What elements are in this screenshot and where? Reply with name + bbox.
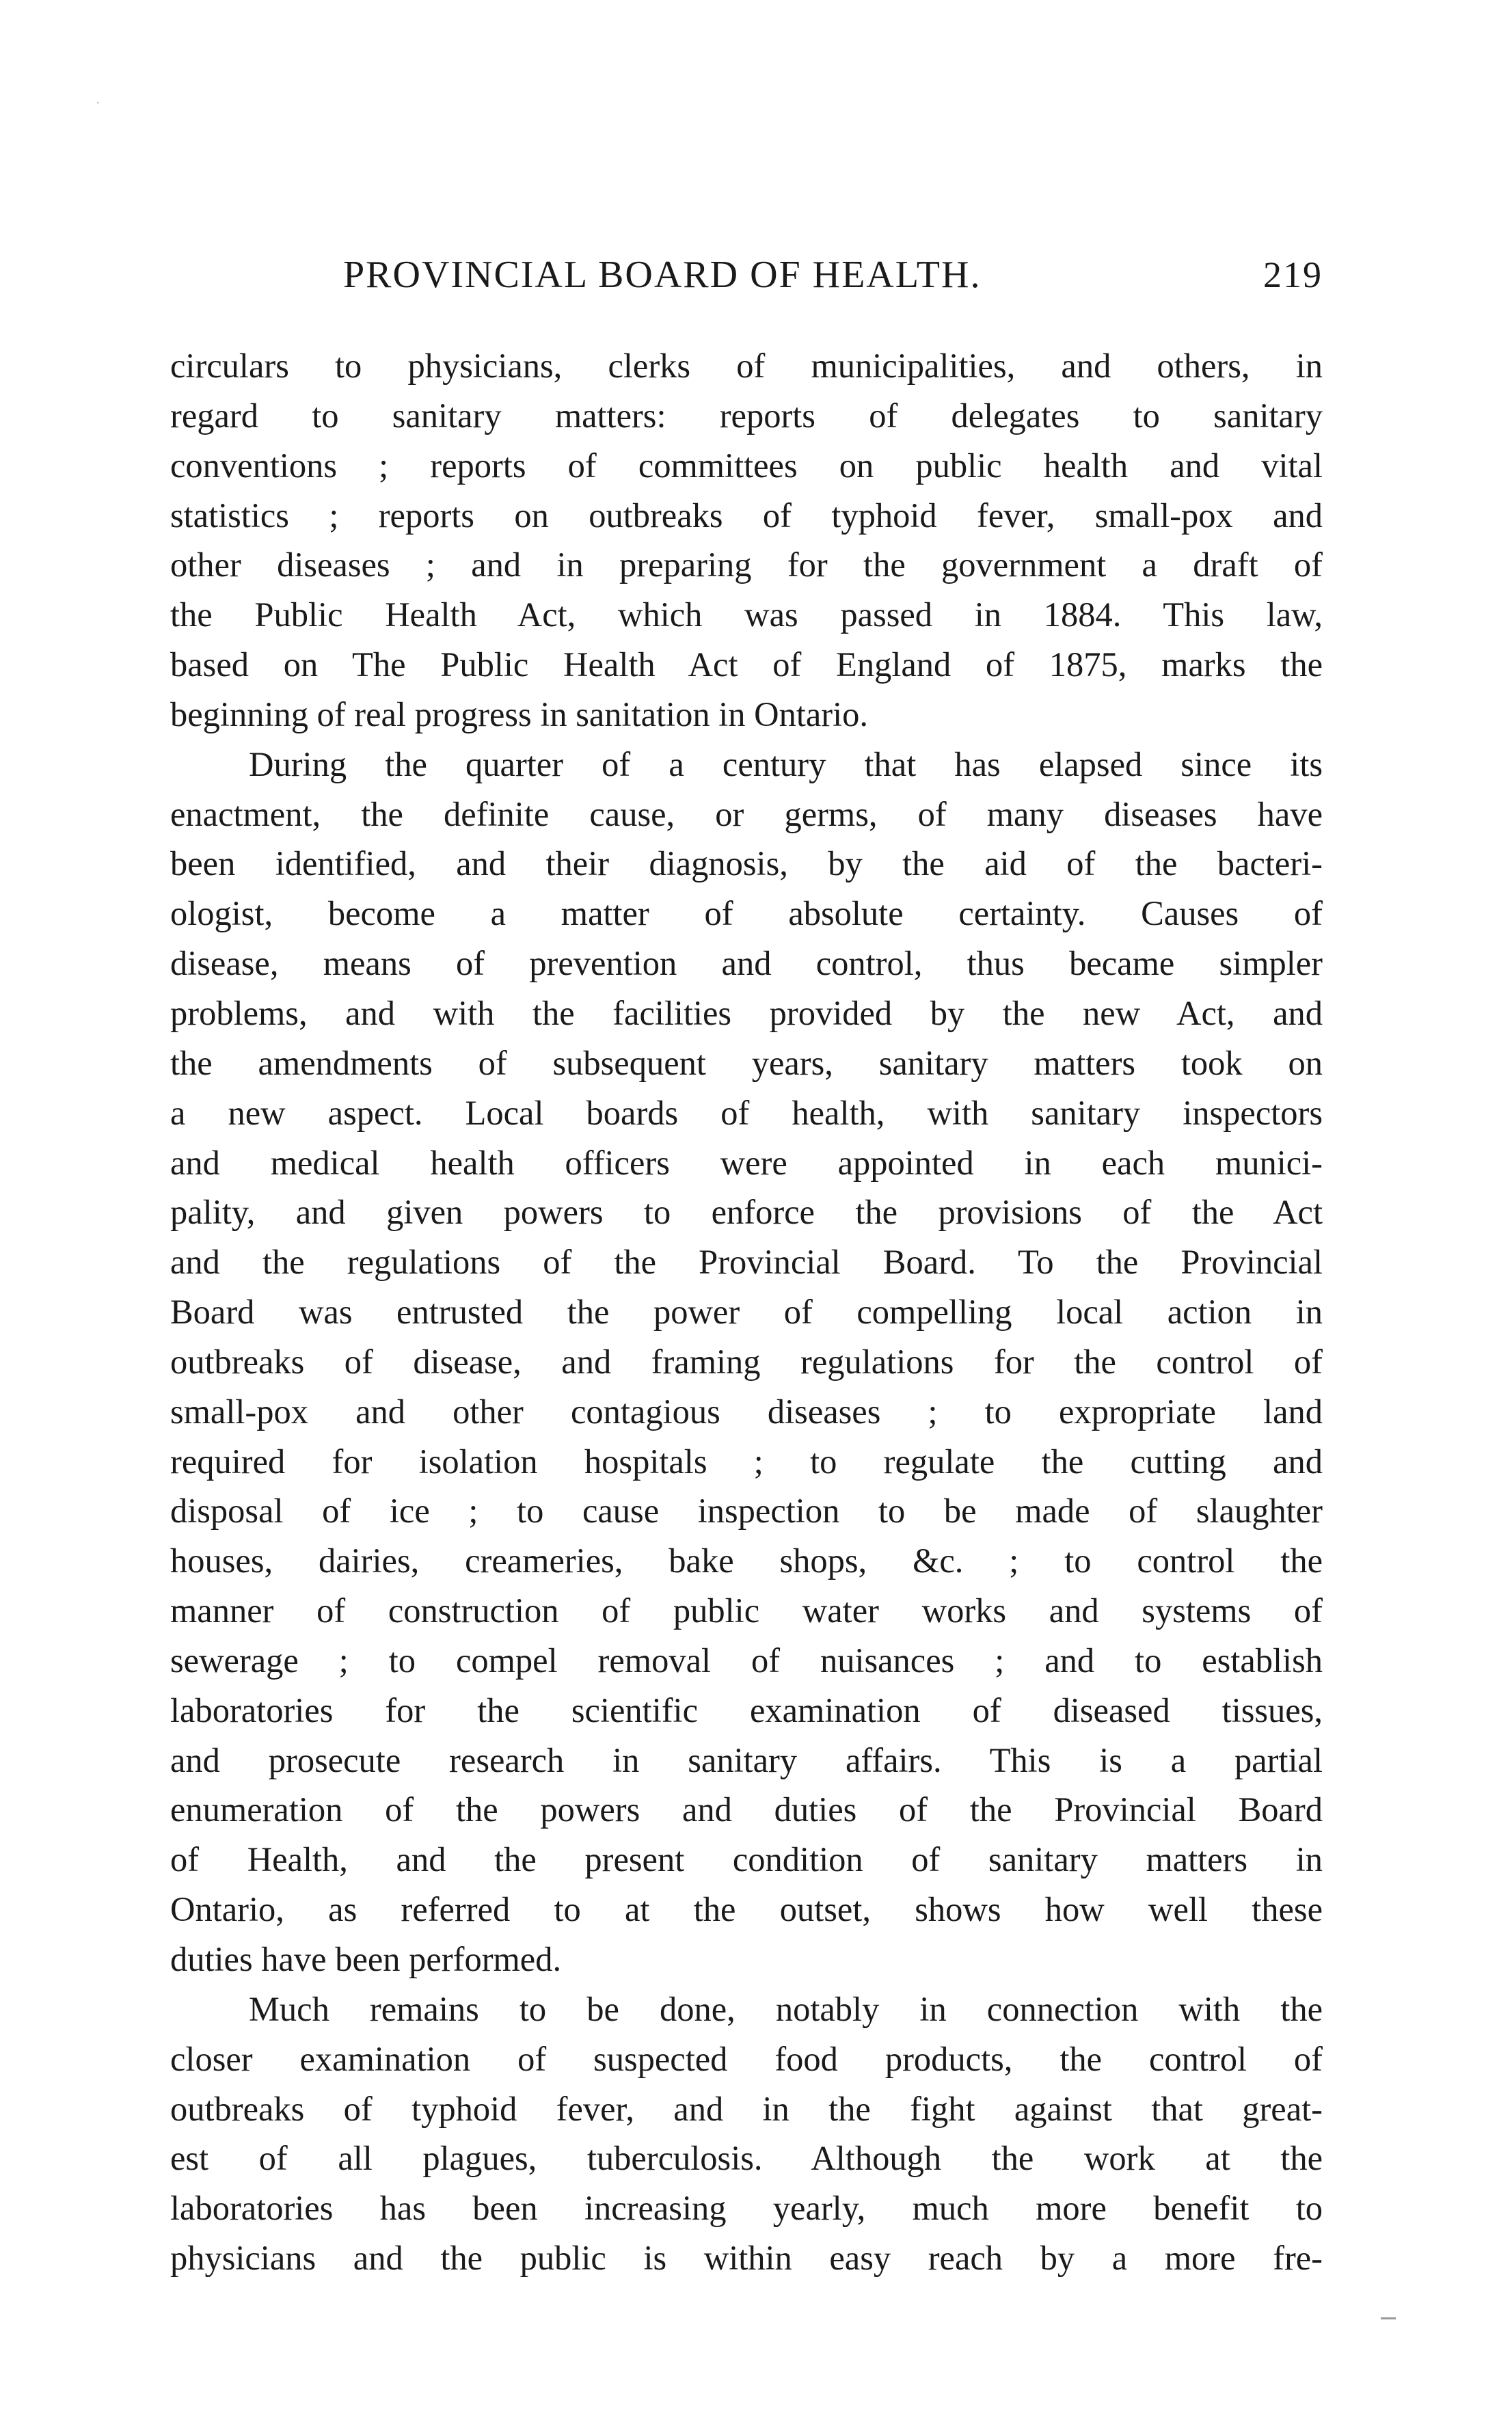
text-line: small-pox and other contagious diseases ; to expropriate land [170, 1392, 1323, 1431]
text-line: circulars to physicians, clerks of municipalities, and others, in [170, 347, 1323, 385]
scan-mark [1381, 2317, 1396, 2319]
text-line: of Health, and the present condition of sanitary matters in [170, 1840, 1323, 1879]
text-line: Much remains to be done, notably in connection with the [249, 1989, 1323, 2028]
text-line: disposal of ice ; to cause inspection to be made of slaughter [170, 1492, 1323, 1531]
text-line: and the regulations of the Provincial Board. To the Provincial [170, 1243, 1323, 1282]
text-line: closer examination of suspected food products, the control of [170, 2039, 1323, 2078]
text-line: duties have been performed. [170, 1940, 562, 1978]
text-line: based on The Public Health Act of England of 1875, marks the [170, 645, 1323, 684]
text-line: and prosecute research in sanitary affairs. This is a partial [170, 1740, 1323, 1779]
text-line: other diseases ; and in preparing for the government a draft of [170, 546, 1323, 584]
text-line: required for isolation hospitals ; to regulate the cutting and [170, 1442, 1323, 1481]
text-line: and medical health officers were appointed in each munici- [170, 1143, 1323, 1182]
text-line: physicians and the public is within easy reach by a more fre- [170, 2239, 1323, 2278]
text-line: manner of construction of public water works and systems of [170, 1591, 1323, 1630]
paragraph [170, 341, 1323, 740]
text-line: enumeration of the powers and duties of the Provincial Board [170, 1790, 1323, 1829]
text-line: a new aspect. Local boards of health, with sanitary inspectors [170, 1093, 1323, 1132]
paragraph [170, 740, 1323, 1984]
text-line: outbreaks of disease, and framing regulations for the control of [170, 1342, 1323, 1381]
text-line: regard to sanitary matters: reports of delegates to sanitary [170, 396, 1323, 435]
text-line: laboratories for the scientific examination of diseased tissues, [170, 1691, 1323, 1729]
text-line: outbreaks of typhoid fever, and in the fight against that great- [170, 2089, 1323, 2128]
text-line: the Public Health Act, which was passed in 1884. This law, [170, 595, 1323, 634]
text-line: pality, and given powers to enforce the provisions of the Act [170, 1193, 1323, 1232]
paragraph [170, 1984, 1323, 2283]
text-line: statistics ; reports on outbreaks of typhoid fever, small-pox and [170, 496, 1323, 535]
text-line: est of all plagues, tuberculosis. Although the work at the [170, 2139, 1323, 2178]
text-line: During the quarter of a century that has elapsed since its [249, 744, 1323, 783]
scan-speck: · [96, 96, 100, 111]
text-line: disease, means of prevention and control, thus became simpler [170, 944, 1323, 983]
text-line: ologist, become a matter of absolute certainty. Causes of [170, 894, 1323, 933]
text-line: Board was entrusted the power of compelling local action in [170, 1293, 1323, 1332]
text-line: beginning of real progress in sanitation in Ontario. [170, 695, 868, 733]
running-head [170, 247, 1323, 302]
text-line: sewerage ; to compel removal of nuisances ; and to establish [170, 1641, 1323, 1680]
text-line: problems, and with the facilities provided by the new Act, and [170, 993, 1323, 1032]
text-line: laboratories has been increasing yearly, much more benefit to [170, 2189, 1323, 2228]
text-line: the amendments of subsequent years, sanitary matters took on [170, 1043, 1323, 1082]
page-number: 219 [1263, 254, 1323, 295]
text-line: Ontario, as referred to at the outset, shows how well these [170, 1890, 1323, 1929]
text-line: houses, dairies, creameries, bake shops, &c. ; to control the [170, 1541, 1323, 1580]
text-line: conventions ; reports of committees on public health and vital [170, 446, 1323, 485]
text-line: enactment, the definite cause, or germs, of many diseases have [170, 794, 1323, 833]
running-head-title: PROVINCIAL BOARD OF HEALTH. [343, 254, 982, 296]
text-line: been identified, and their diagnosis, by the aid of the bacteri- [170, 844, 1323, 883]
body-text [170, 341, 1323, 2283]
